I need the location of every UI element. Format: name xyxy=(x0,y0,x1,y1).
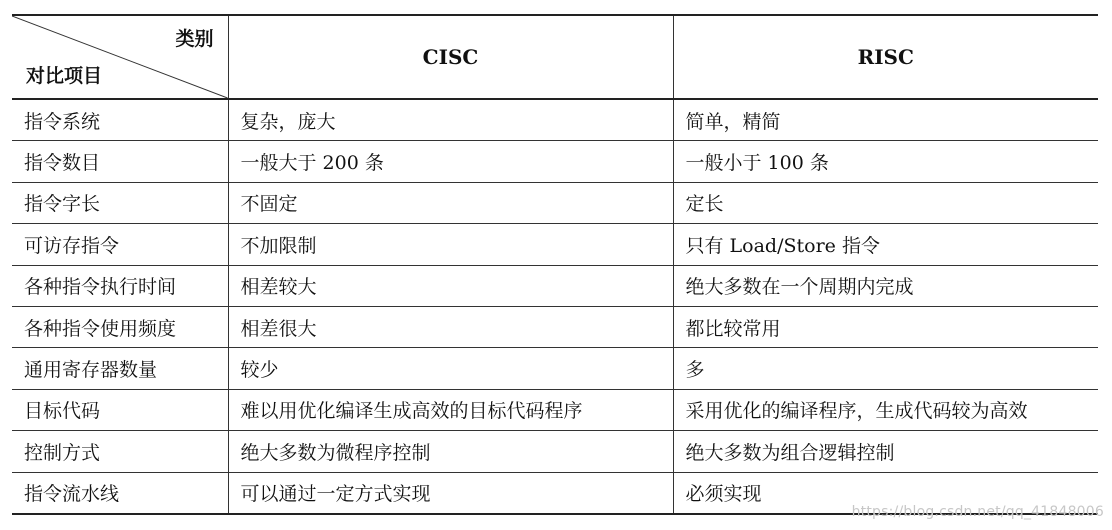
row-risc-value: 都比较常用 xyxy=(673,306,1098,347)
category-label: 类别 xyxy=(175,28,214,50)
comparison-item-label: 对比项目 xyxy=(26,65,103,87)
row-item: 指令字长 xyxy=(12,182,228,223)
table-row xyxy=(12,389,1098,430)
table-row xyxy=(12,224,1098,265)
cisc-risc-comparison-table xyxy=(12,14,1098,515)
table-row xyxy=(12,99,1098,141)
row-risc-value: 定长 xyxy=(673,182,1098,223)
row-item: 指令系统 xyxy=(12,99,228,141)
row-risc-value: 多 xyxy=(673,348,1098,389)
row-cisc-value: 一般大于 200 条 xyxy=(228,141,673,182)
header-cisc: CISC xyxy=(228,15,673,99)
row-cisc-value: 不加限制 xyxy=(228,224,673,265)
table-row xyxy=(12,306,1098,347)
row-risc-value: 只有 Load/Store 指令 xyxy=(673,224,1098,265)
row-risc-value: 必须实现 xyxy=(673,472,1098,514)
row-cisc-value: 较少 xyxy=(228,348,673,389)
row-item: 目标代码 xyxy=(12,389,228,430)
comparison-table-container xyxy=(12,14,1098,515)
row-risc-value: 绝大多数为组合逻辑控制 xyxy=(673,431,1098,472)
table-row xyxy=(12,141,1098,182)
table-row xyxy=(12,431,1098,472)
row-item: 可访存指令 xyxy=(12,224,228,265)
row-risc-value: 采用优化的编译程序，生成代码较为高效 xyxy=(673,389,1098,430)
row-risc-value: 绝大多数在一个周期内完成 xyxy=(673,265,1098,306)
row-cisc-value: 不固定 xyxy=(228,182,673,223)
row-cisc-value: 相差较大 xyxy=(228,265,673,306)
row-item: 指令流水线 xyxy=(12,472,228,514)
row-item: 指令数目 xyxy=(12,141,228,182)
row-cisc-value: 相差很大 xyxy=(228,306,673,347)
header-risc: RISC xyxy=(673,15,1098,99)
row-risc-value: 简单，精简 xyxy=(673,99,1098,141)
row-item: 控制方式 xyxy=(12,431,228,472)
table-row xyxy=(12,182,1098,223)
row-cisc-value: 可以通过一定方式实现 xyxy=(228,472,673,514)
row-cisc-value: 绝大多数为微程序控制 xyxy=(228,431,673,472)
row-cisc-value: 难以用优化编译生成高效的目标代码程序 xyxy=(228,389,673,430)
diagonal-header-cell xyxy=(12,15,228,99)
source-watermark: https://blog.csdn.net/qq_41848006 xyxy=(851,504,1104,520)
table-row xyxy=(12,348,1098,389)
row-item: 各种指令使用频度 xyxy=(12,306,228,347)
table-row xyxy=(12,265,1098,306)
row-cisc-value: 复杂，庞大 xyxy=(228,99,673,141)
row-item: 各种指令执行时间 xyxy=(12,265,228,306)
row-item: 通用寄存器数量 xyxy=(12,348,228,389)
table-header-row xyxy=(12,15,1098,99)
row-risc-value: 一般小于 100 条 xyxy=(673,141,1098,182)
